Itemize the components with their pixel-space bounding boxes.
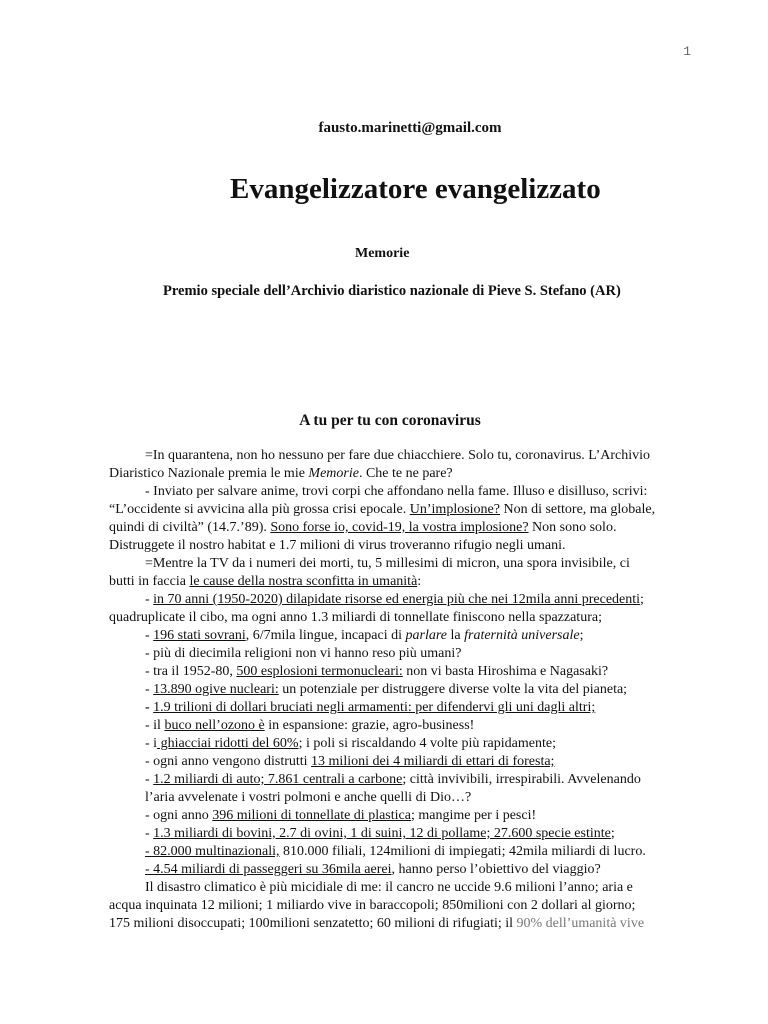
paragraph-line [109, 483, 669, 501]
underlined-run: 196 stati sovrani [153, 628, 246, 643]
text-run: quindi di civiltà” (14.7.’89). [109, 520, 271, 535]
italic-run: Memorie [308, 466, 359, 481]
text-run: un potenziale per distruggere diverse volte la vita del pianeta; [278, 682, 628, 697]
paragraph-line [109, 681, 669, 699]
underlined-run: 1.3 miliardi di bovini, 2.7 di ovini, 1 di suini, 12 di pollame; 27.600 specie estinte [153, 826, 611, 841]
paragraph-line [109, 591, 669, 609]
text-run: ; [640, 592, 644, 607]
paragraph-line [109, 861, 669, 879]
document-subtitle: Memorie [355, 246, 410, 261]
text-run: - Inviato per salvare anime, trovi corpi che affondano nella fame. Illuso e disilluso, scrivi: [145, 484, 648, 499]
paragraph-line [109, 717, 669, 735]
text-run: “L’occidente si avvicina alla più grossa crisi epocale. [109, 502, 410, 517]
paragraph-line [109, 843, 669, 861]
underlined-run: 500 esplosioni termonucleari: [236, 664, 403, 679]
award-line: Premio speciale dell’Archivio diaristico nazionale di Pieve S. Stefano (AR) [163, 283, 621, 299]
underlined-run: ghiacciai ridotti del 60% [157, 736, 299, 751]
text-run: , 6/7mila lingue, incapaci di [245, 628, 406, 643]
bold-run: - [145, 700, 154, 715]
paragraph-line [109, 645, 669, 663]
text-run: quadruplicate il cibo, ma ogni anno 1.3 miliardi di tonnellate finiscono nella spazzatura; [109, 610, 602, 625]
paragraph-line [109, 555, 669, 573]
italic-run: fraternità universale [464, 628, 580, 643]
text-run: butti in faccia [109, 574, 190, 589]
underlined-run: Un’implosione? [409, 502, 500, 517]
text-run: Il disastro climatico è più micidiale di me: il cancro ne uccide 9.6 milioni l’anno; aria e [145, 880, 633, 895]
text-run: - [145, 772, 154, 787]
text-run: Diaristico Nazionale premia le mie [109, 466, 309, 481]
text-run: ; mangime per i pesci! [410, 808, 537, 823]
text-run: - i [145, 736, 158, 751]
underlined-run: 13 milioni dei 4 miliardi di ettari di foresta; [311, 754, 555, 769]
paragraph-line [109, 663, 669, 681]
paragraph-line [109, 879, 669, 897]
paragraph-line [109, 753, 669, 771]
text-run: non vi basta Hiroshima e Nagasaki? [402, 664, 609, 679]
text-run: - ogni anno [145, 808, 213, 823]
text-run: 810.000 filiali, 124milioni di impiegati; 42mila miliardi di lucro. [279, 844, 646, 859]
text-run: - [145, 592, 154, 607]
faded-run: 90% dell’umanità vive [516, 916, 645, 931]
text-run: ; [610, 826, 615, 841]
underlined-run: - 82.000 multinazionali, [145, 844, 280, 859]
text-run: - ogni anno vengono distrutti [145, 754, 312, 769]
document-title: Evangelizzatore evangelizzato [230, 173, 601, 205]
text-run: : [417, 574, 422, 589]
paragraph-line [109, 519, 669, 537]
text-run: 175 milioni disoccupati; 100milioni senzatetto; 60 milioni di rifugiati; il [109, 916, 517, 931]
paragraph-line [109, 447, 669, 465]
text-run: l’aria avvelenate i vostri polmoni e anche quelli di Dio…? [145, 790, 472, 805]
text-run: - [145, 826, 154, 841]
text-run: - più di diecimila religioni non vi hanno reso più umani? [145, 646, 462, 661]
paragraph-line [109, 789, 669, 807]
text-run: - il [145, 718, 165, 733]
paragraph-line [109, 465, 669, 483]
body-text [109, 447, 669, 933]
underlined-run: buco nell’ozono è [164, 718, 265, 733]
text-run: - [145, 628, 154, 643]
section-heading: A tu per tu con coronavirus [299, 412, 481, 429]
text-run: Non sono solo. [528, 520, 617, 535]
paragraph-line [109, 609, 669, 627]
text-run: =Mentre la TV da i numeri dei morti, tu, 5 millesimi di micron, una spora invisibile, ci [145, 556, 630, 571]
page-number: 1 [683, 44, 691, 59]
text-run: ; i poli si riscaldando 4 volte più rapidamente; [298, 736, 556, 751]
underlined-run: 1.9 trilioni di dollari bruciati negli armamenti: per difendervi gli uni dagli altri; [153, 700, 596, 715]
paragraph-line [109, 627, 669, 645]
text-run: Non di settore, ma globale, [499, 502, 656, 517]
author-email: fausto.marinetti@gmail.com [318, 120, 502, 136]
paragraph-line [109, 915, 669, 933]
underlined-run: 1.2 miliardi di auto; 7.861 centrali a carbone [153, 772, 403, 787]
paragraph-line [109, 537, 669, 555]
paragraph-line [109, 825, 669, 843]
underlined-run: - 4.54 miliardi di passeggeri su 36mila aerei [145, 862, 392, 877]
text-run: ; [579, 628, 584, 643]
paragraph-line [109, 735, 669, 753]
text-run: , hanno perso l’obiettivo del viaggio? [391, 862, 601, 877]
underlined-run: 396 milioni di tonnellate di plastica [212, 808, 411, 823]
text-run: ; città invivibili, irrespirabili. Avvelenando [402, 772, 641, 787]
text-run: Distruggete il nostro habitat e 1.7 milioni di virus troveranno rifugio negli umani. [109, 538, 566, 553]
text-run: =In quarantena, non ho nessuno per fare due chiacchiere. Solo tu, coronavirus. L’Archivio [145, 448, 650, 463]
text-run: in espansione: grazie, agro-business! [264, 718, 475, 733]
underlined-run: le cause della nostra sconfitta in umanità [189, 574, 418, 589]
text-run: - [145, 682, 154, 697]
underlined-run: 13.890 ogive nucleari: [153, 682, 279, 697]
text-run: acqua inquinata 12 milioni; 1 miliardo vive in baraccopoli; 850milioni con 2 dollari al giorno; [109, 898, 636, 913]
paragraph-line [109, 573, 669, 591]
paragraph-line [109, 771, 669, 789]
underlined-run: in 70 anni (1950-2020) dilapidate risorse ed energia più che nei 12mila anni precedenti [153, 592, 641, 607]
underlined-run: Sono forse io, covid-19, la vostra implosione? [270, 520, 529, 535]
paragraph-line [109, 699, 669, 717]
paragraph-line [109, 897, 669, 915]
text-run: la [447, 628, 465, 643]
paragraph-line [109, 501, 669, 519]
text-run: . Che te ne pare? [358, 466, 453, 481]
paragraph-line [109, 807, 669, 825]
italic-run: parlare [405, 628, 447, 643]
text-run: - tra il 1952-80, [145, 664, 237, 679]
